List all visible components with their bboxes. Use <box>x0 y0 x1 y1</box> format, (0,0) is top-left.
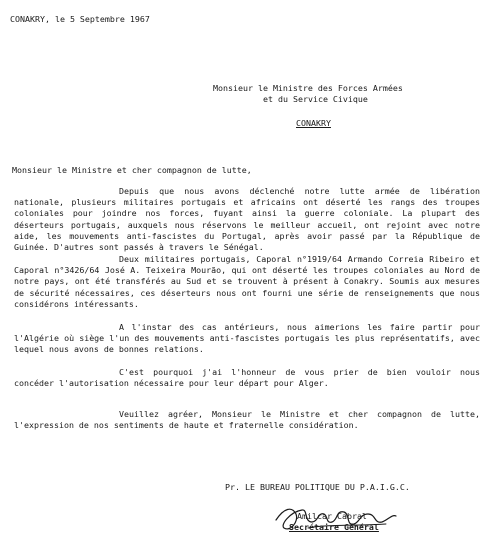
recipient-city: CONAKRY <box>296 118 331 128</box>
paragraph-5: Veuillez agréer, Monsieur le Ministre et cher compagnon de lutte, l'expression de nos sentiments de haute et fraternelle considération. <box>14 409 480 431</box>
recipient-line-1: Monsieur le Ministre des Forces Armées <box>213 83 403 93</box>
paragraph-4: C'est pourquoi j'ai l'honneur de vous prier de bien vouloir nous concéder l'autorisation nécessaire pour leur départ pour Alger. <box>14 367 480 389</box>
closing-org: Pr. LE BUREAU POLITIQUE DU P.A.I.G.C. <box>225 482 410 492</box>
signatory-name: Amilcar Cabral <box>297 511 367 521</box>
place-date: CONAKRY, le 5 Septembre 1967 <box>10 14 150 24</box>
paragraph-1: Depuis que nous avons déclenché notre lutte armée de libération nationale, plusieurs militaires portugais et africains ont déserté les rangs des troupes coloniales pour joindre nos forces, fuyant ainsi la guerre coloniale. La plupart des déserteurs portugais, auxquels nous réservons le meilleur accueil, ont rejoint avec notre aide, les mouvements anti-fascistes du Portugal, après avoir passé par la République de Guinée. D'autres sont passés à travers le Sénégal. <box>14 186 480 253</box>
paragraph-3: A l'instar des cas antérieurs, nous aimerions les faire partir pour l'Algérie où siège l'un des mouvements anti-fascistes portugais les plus représentatifs, avec lequel nous avons de bonnes relations. <box>14 322 480 355</box>
salutation: Monsieur le Ministre et cher compagnon de lutte, <box>12 165 252 175</box>
recipient-line-2: et du Service Civique <box>263 94 368 104</box>
signatory-title: Secrétaire Général <box>289 522 379 532</box>
paragraph-2: Deux militaires portugais, Caporal n°1919/64 Armando Correia Ribeiro et Caporal n°3426/64 José A. Teixeira Mourão, qui ont déserté les troupes coloniales au Nord de notre pays, ont été transférés au Sud et se trouvent à présent à Conakry. Soumis aux mesures de sécurité nécessaires, ces déserteurs nous ont fourni une série de renseignements que nous considérons intéressants. <box>14 254 480 309</box>
